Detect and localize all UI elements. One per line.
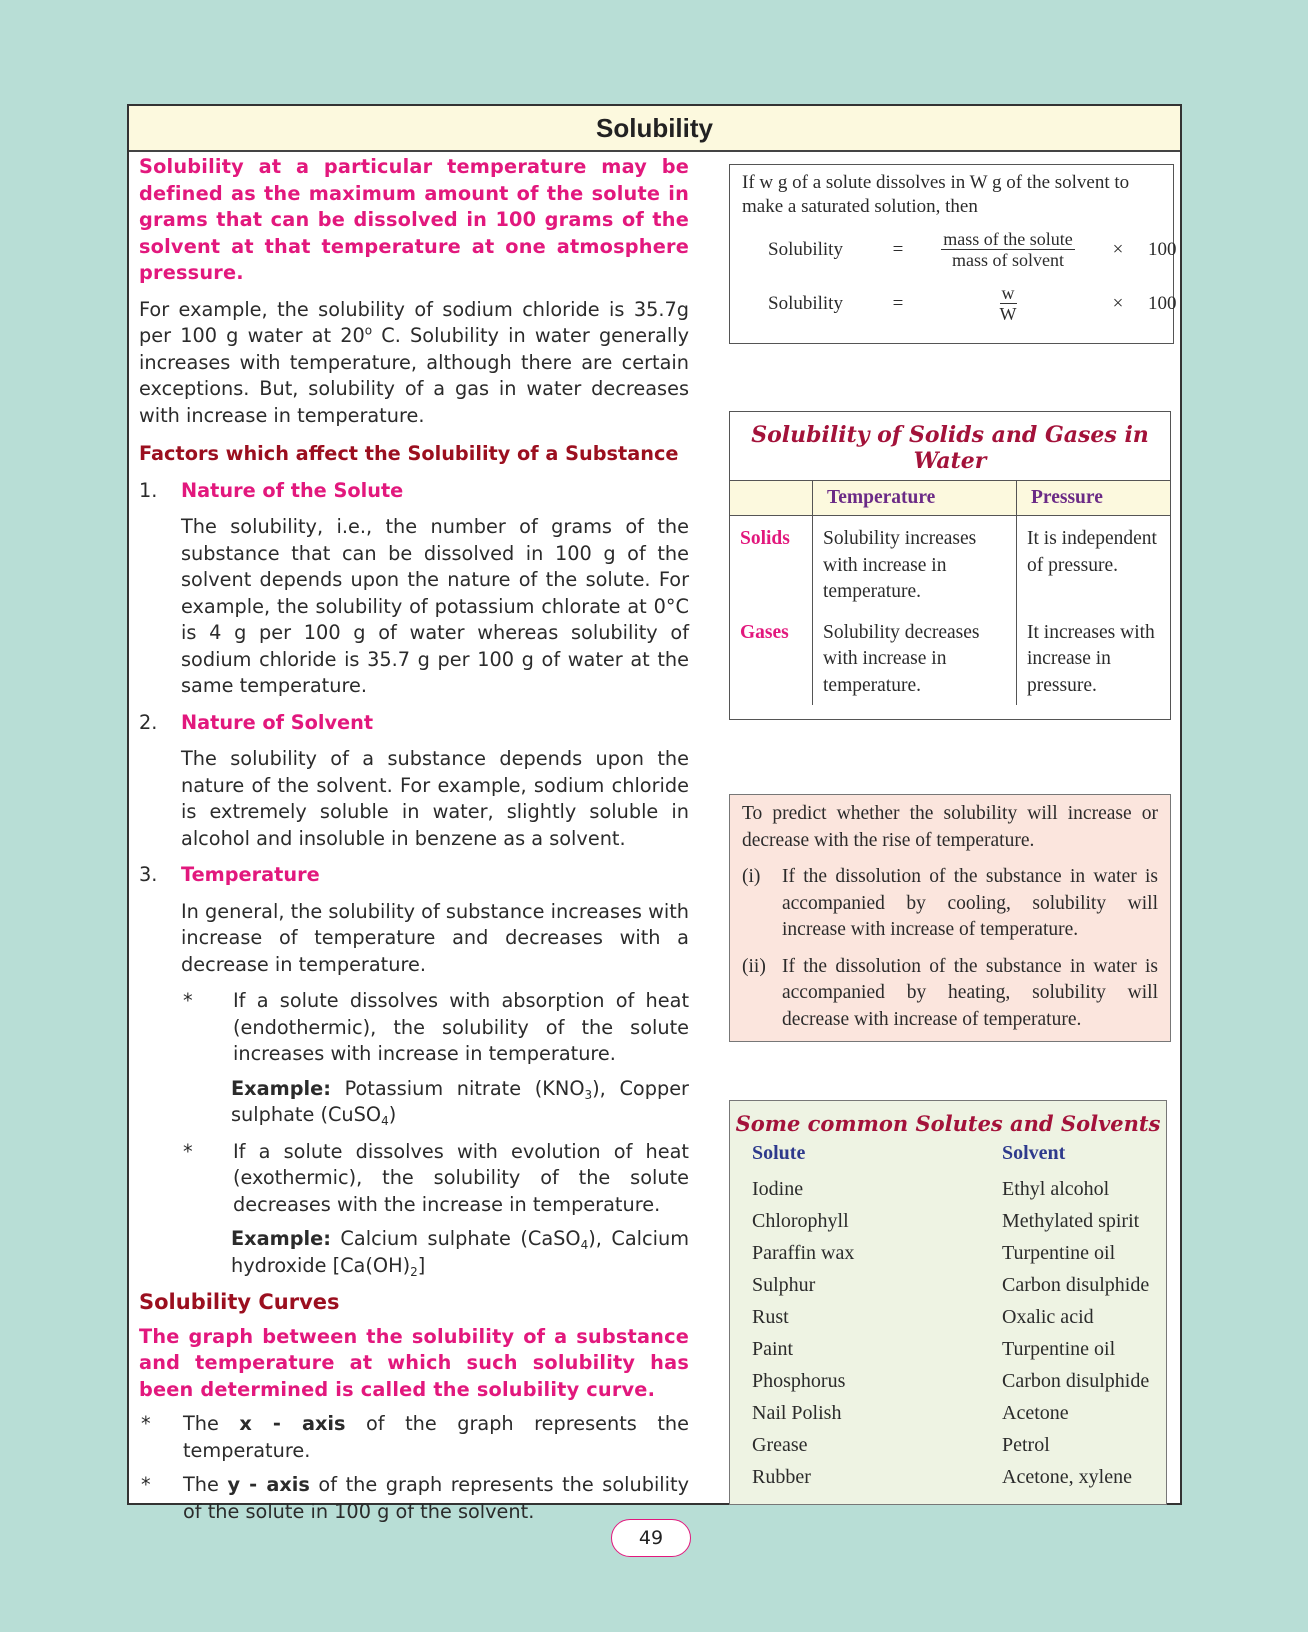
example-text: ] [417, 1253, 426, 1277]
subscript: 4 [381, 1114, 389, 1128]
bullet-text: If a solute dissolves with evolution of heat (exothermic), the solubility of the solute decreases with the increase in temperature. [233, 1139, 689, 1216]
list-item [730, 1429, 1166, 1461]
solute-name: Grease [752, 1434, 808, 1456]
list-item [730, 1173, 1166, 1205]
solute-name: Paint [752, 1338, 794, 1360]
curves-heading: Solubility Curves [139, 1290, 340, 1314]
solubility-definition: Solubility at a particular temperature may be defined as the maximum amount of the solute in grams that can be dissolved in 100 grams of the solvent at that temperature at one atmosphere pressure. [139, 155, 689, 284]
formula-box [729, 164, 1177, 344]
denominator: W [999, 304, 1017, 324]
example-text-a: For example, the solubility of sodium chloride is 35.7g per 100 g water at 20 [139, 297, 689, 347]
table-row [730, 516, 1170, 606]
bullet-star: * [183, 989, 193, 1012]
factor-heading: Nature of Solvent [181, 710, 374, 734]
axis-text: of the graph represents the temperature. [183, 1412, 689, 1462]
row-label: Gases [730, 606, 813, 706]
y-axis-text [183, 1472, 689, 1525]
example-text: Potassium nitrate (KNO [330, 1076, 585, 1100]
axis-bold: y - axis [227, 1473, 310, 1496]
times-sign: × [1112, 292, 1124, 314]
predict-box [729, 794, 1171, 1042]
bullet-star: * [183, 1139, 193, 1163]
times-sign: × [1112, 238, 1124, 260]
list-item [730, 1397, 1166, 1429]
example-label: Example: [231, 1076, 331, 1100]
solids-gases-table [730, 480, 1170, 705]
subscript: 4 [580, 1238, 589, 1252]
predict-intro: To predict whether the solubility will increase or decrease with the rise of temperature. [742, 803, 1158, 851]
x-axis-text [183, 1411, 689, 1464]
list-item [730, 1301, 1166, 1333]
solvent-name: Oxalic acid [1002, 1306, 1094, 1328]
list-item [730, 1333, 1166, 1365]
example-text-b: C. Solubility in water generally increases with temperature, although there are certain exceptions. But, solubility of a gas in water decreases with increase in temperature. [139, 324, 689, 427]
solvent-name: Turpentine oil [1002, 1242, 1116, 1264]
factor-item [139, 710, 689, 737]
factor-heading: Nature of the Solute [181, 478, 404, 502]
formula-label: Solubility [768, 238, 843, 260]
factor-number: 1. [139, 478, 158, 502]
solvent-name: Carbon disulphide [1002, 1370, 1150, 1392]
solute-name: Sulphur [752, 1274, 816, 1296]
solute-name: Paraffin wax [752, 1242, 855, 1264]
curves-definition: The graph between the solubility of a substance and temperature at which such solubility has been determined is called the solubility curve. [139, 1324, 689, 1401]
solvent-name: Methylated spirit [1002, 1210, 1140, 1232]
formula-intro: If w g of a solute dissolves in W g of the solvent to make a saturated solution, then [742, 172, 1130, 217]
table-row [730, 606, 1170, 706]
factor-text: The solubility of a substance depends upon the nature of the solvent. For example, sodium chloride is extremely soluble in water, slightly soluble in alcohol and insoluble in benzene as a solvent. [181, 747, 689, 850]
page-frame [127, 104, 1182, 1523]
predict-number: (ii) [742, 955, 766, 977]
bullet-star: * [141, 1412, 151, 1435]
hundred: 100 [1148, 238, 1177, 260]
solute-name: Chlorophyll [752, 1210, 849, 1232]
example-text: ), Calcium hydroxide [Ca(OH) [231, 1227, 689, 1277]
temp-cell: Solubility decreases with increase in temperature. [813, 606, 1017, 706]
factor-item [139, 478, 689, 505]
solvent-name: Ethyl alcohol [1002, 1178, 1110, 1200]
pressure-cell: It is independent of pressure. [1017, 516, 1171, 606]
bullet-star: * [141, 1473, 151, 1496]
example-paragraph [139, 297, 689, 430]
page-title: Solubility [129, 106, 1180, 152]
x-axis-item [139, 1411, 689, 1464]
axis-bold: x - axis [239, 1412, 346, 1435]
factors-heading: Factors which affect the Solubility of a Substance [139, 442, 679, 465]
numerator: w [1001, 283, 1015, 303]
example-exothermic [231, 1226, 689, 1279]
solute-name: Rubber [752, 1466, 811, 1488]
list-item [730, 1461, 1166, 1493]
factor-number: 2. [139, 710, 158, 734]
numerator: mass of the solute [943, 229, 1073, 249]
solute-name: Phosphorus [752, 1370, 846, 1392]
endothermic-bullet [181, 988, 689, 1068]
formula-row-1 [768, 229, 1177, 270]
y-axis-item [139, 1472, 689, 1525]
factor-heading: Temperature [181, 863, 320, 886]
hundred: 100 [1148, 292, 1177, 314]
example-endothermic [231, 1076, 689, 1129]
axis-text: of the graph represents the solubility of the solute in 100 g of the solvent. [183, 1473, 689, 1523]
solids-gases-title: Solubility of Solids and Gases in Water [751, 422, 1149, 474]
exothermic-bullet [181, 1139, 689, 1219]
solute-header: Solute [752, 1142, 806, 1164]
example-text: ) [388, 1103, 397, 1126]
predict-text: If the dissolution of the substance in water is accompanied by cooling, solubility will increase with increase of temperature. [782, 866, 1158, 940]
subscript: 3 [584, 1087, 593, 1102]
left-column [139, 154, 689, 1525]
blank-header [730, 481, 813, 516]
pressure-cell: It increases with increase in pressure. [1017, 606, 1171, 706]
bullet-text: If a solute dissolves with absorption of heat (endothermic), the solubility of the solute increases with increase in temperature. [233, 989, 689, 1065]
denominator: mass of solvent [952, 250, 1064, 270]
example-text: ), Copper sulphate (CuSO [231, 1076, 689, 1126]
fraction [928, 283, 1088, 324]
solvent-name: Acetone [1002, 1402, 1069, 1424]
solids-gases-table-box [729, 411, 1171, 720]
solvent-header: Solvent [1002, 1142, 1066, 1164]
solute-name: Rust [752, 1306, 789, 1328]
degree-sup: o [364, 323, 373, 338]
formula-label: Solubility [768, 292, 843, 314]
formula-row-2 [768, 283, 1177, 324]
solutes-solvents-title: Some common Solutes and Solvents [735, 1111, 1161, 1136]
list-item [730, 1205, 1166, 1237]
solvents-header [730, 1142, 1166, 1165]
temp-cell: Solubility increases with increase in temperature. [813, 516, 1017, 606]
solvent-name: Petrol [1002, 1434, 1050, 1456]
example-text: Calcium sulphate (CaSO [330, 1227, 581, 1250]
example-label: Example: [231, 1227, 331, 1250]
solvent-name: Acetone, xylene [1002, 1466, 1132, 1488]
subscript: 2 [410, 1264, 418, 1279]
solvent-name: Carbon disulphide [1002, 1274, 1150, 1296]
list-item [730, 1237, 1166, 1269]
pressure-header: Pressure [1017, 481, 1171, 516]
solute-name: Iodine [752, 1178, 804, 1200]
list-item [730, 1365, 1166, 1397]
factor-text: The solubility, i.e., the number of grams of the substance that can be dissolved in 100 g of the solvent depends upon the nature of the solute. For example, the solubility of potassium chlorate at 0°C is 4 g per 100 g of water whereas solubility of sodium chloride is 35.7 g per 100 g of water at the same temperature. [181, 515, 689, 697]
predict-text: If the dissolution of the substance in water is accompanied by heating, solubility will decrease with increase of temperature. [782, 955, 1158, 1030]
temperature-header: Temperature [813, 481, 1017, 516]
factor-number: 3. [139, 863, 158, 886]
equals-sign: = [892, 238, 904, 260]
solute-name: Nail Polish [752, 1402, 842, 1424]
solutes-solvents-box [729, 1100, 1167, 1505]
row-label: Solids [730, 516, 813, 606]
page-number: 49 [611, 1519, 691, 1557]
list-item [730, 1269, 1166, 1301]
axis-text: The [183, 1412, 240, 1435]
factor-text: In general, the solubility of substance increases with increase of temperature and decreases with a decrease in temperature. [181, 899, 689, 976]
fraction [928, 229, 1088, 270]
predict-item [742, 864, 1158, 944]
predict-number: (i) [742, 866, 761, 887]
solvents-list [730, 1173, 1166, 1493]
axis-text: The [183, 1473, 228, 1496]
equals-sign: = [892, 292, 904, 314]
table-header-row [730, 481, 1170, 516]
solvent-name: Turpentine oil [1002, 1338, 1116, 1360]
factor-item [139, 862, 689, 889]
predict-item [742, 954, 1158, 1034]
